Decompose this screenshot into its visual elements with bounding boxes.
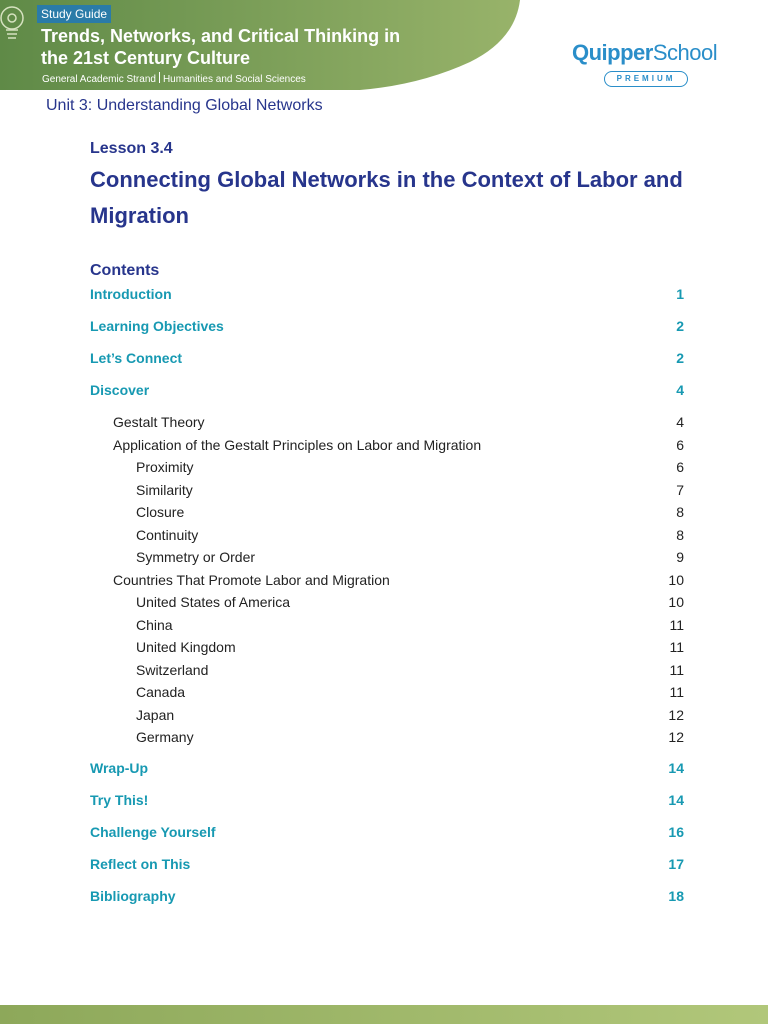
- premium-badge: PREMIUM: [604, 71, 688, 87]
- toc-entry[interactable]: [90, 760, 684, 776]
- strand-divider: [159, 72, 160, 83]
- toc-entry-label: China: [136, 616, 173, 633]
- toc-entry-page: 18: [668, 888, 684, 904]
- header-banner: [0, 0, 768, 95]
- logo-school: School: [652, 40, 718, 65]
- toc-entry[interactable]: [90, 856, 684, 872]
- logo-main: Quipper: [572, 40, 653, 65]
- toc-entry[interactable]: [136, 459, 684, 475]
- toc-entry-page: 8: [676, 504, 684, 520]
- toc-entry[interactable]: [90, 824, 684, 840]
- toc-entry[interactable]: [90, 382, 684, 398]
- toc-entry-page: 10: [668, 571, 684, 588]
- toc-entry-page: 6: [676, 436, 684, 453]
- toc-entry[interactable]: [136, 707, 684, 723]
- strand-label: General Academic Strand: [42, 74, 156, 85]
- toc-entry-label: Discover: [90, 382, 150, 398]
- toc-entry-label: Canada: [136, 684, 186, 700]
- toc-entry-page: 12: [668, 706, 684, 723]
- toc-entry-label: Similarity: [136, 481, 193, 498]
- toc-entry-page: 6: [676, 459, 684, 475]
- toc-entry-label: Reflect on This: [90, 856, 191, 872]
- toc-entry[interactable]: [136, 617, 684, 633]
- toc-entry-page: 8: [676, 526, 684, 543]
- toc-entry-label: Try This!: [90, 792, 149, 808]
- unit-title: Unit 3: Understanding Global Networks: [46, 97, 323, 114]
- toc-entry-label: Let’s Connect: [90, 350, 183, 366]
- toc-entry-page: 11: [669, 661, 684, 678]
- footer-bar: [0, 1005, 768, 1024]
- toc-entry[interactable]: [90, 318, 684, 334]
- toc-entry-label: Wrap-Up: [90, 760, 149, 776]
- toc-entry-label: Countries That Promote Labor and Migration: [113, 571, 390, 588]
- toc-entry[interactable]: [136, 594, 684, 610]
- toc-entry-page: 16: [668, 824, 684, 840]
- toc-entry-label: Learning Objectives: [90, 318, 224, 334]
- quipper-school-logo: [572, 40, 722, 83]
- toc-entry-page: 4: [676, 382, 684, 398]
- toc-entry-page: 11: [669, 639, 684, 655]
- lesson-number: Lesson 3.4: [90, 140, 173, 157]
- toc-entry-label: United Kingdom: [136, 639, 236, 655]
- toc-entry[interactable]: [113, 437, 684, 453]
- toc-entry-page: 1: [676, 286, 684, 302]
- lesson-title: Connecting Global Networks in the Context of Labor and Migration: [90, 167, 683, 228]
- toc-entry-page: 11: [669, 616, 684, 633]
- toc-entry-page: 10: [668, 594, 684, 610]
- toc-entry-page: 7: [676, 481, 684, 498]
- toc-entry[interactable]: [136, 504, 684, 520]
- strand-line: [42, 72, 306, 85]
- lightbulb-gear-icon: [0, 0, 30, 48]
- toc-entry-label: Germany: [136, 729, 194, 745]
- toc-entry-page: 14: [668, 760, 684, 776]
- toc-entry-label: Introduction: [90, 286, 172, 302]
- toc-entry-page: 9: [676, 549, 684, 565]
- toc-entry[interactable]: [136, 729, 684, 745]
- toc-entry[interactable]: [136, 549, 684, 565]
- toc-entry-label: Japan: [136, 706, 175, 723]
- toc-entry-page: 2: [676, 350, 684, 366]
- study-guide-tag: Study Guide: [37, 5, 111, 23]
- toc-entry-label: Proximity: [136, 459, 194, 475]
- toc-entry[interactable]: [90, 286, 684, 302]
- toc-entry-label: Symmetry or Order: [136, 549, 256, 565]
- toc-entry-page: 11: [669, 684, 684, 700]
- toc-entry-label: United States of America: [136, 594, 291, 610]
- toc-entry[interactable]: [90, 792, 684, 808]
- toc-entry[interactable]: [90, 350, 684, 366]
- toc-entry[interactable]: [136, 527, 684, 543]
- toc-entry-page: 12: [668, 729, 684, 745]
- toc-entry[interactable]: [113, 572, 684, 588]
- contents-heading: Contents: [90, 262, 160, 279]
- toc-entry-label: Gestalt Theory: [113, 414, 205, 430]
- toc-entry[interactable]: [136, 639, 684, 655]
- toc-entry-label: Continuity: [136, 526, 199, 543]
- toc-entry-page: 4: [676, 414, 684, 430]
- logo-wordmark: [572, 40, 722, 66]
- toc-entry-label: Bibliography: [90, 888, 176, 904]
- course-title: Trends, Networks, and Critical Thinking in the 21st Century Culture: [41, 26, 401, 68]
- toc-entry[interactable]: [113, 414, 684, 430]
- toc-entry-label: Switzerland: [136, 661, 209, 678]
- toc-entry-page: 14: [668, 792, 684, 808]
- track-label: Humanities and Social Sciences: [162, 74, 306, 85]
- toc-entry-label: Challenge Yourself: [90, 824, 216, 840]
- toc-entry-page: 17: [668, 856, 684, 872]
- toc-entry-label: Closure: [136, 504, 185, 520]
- toc-entry[interactable]: [136, 482, 684, 498]
- toc-entry-page: 2: [676, 318, 684, 334]
- toc-entry[interactable]: [136, 684, 684, 700]
- toc-entry[interactable]: [90, 888, 684, 904]
- toc-entry-label: Application of the Gestalt Principles on Labor and Migration: [113, 436, 482, 453]
- toc-entry[interactable]: [136, 662, 684, 678]
